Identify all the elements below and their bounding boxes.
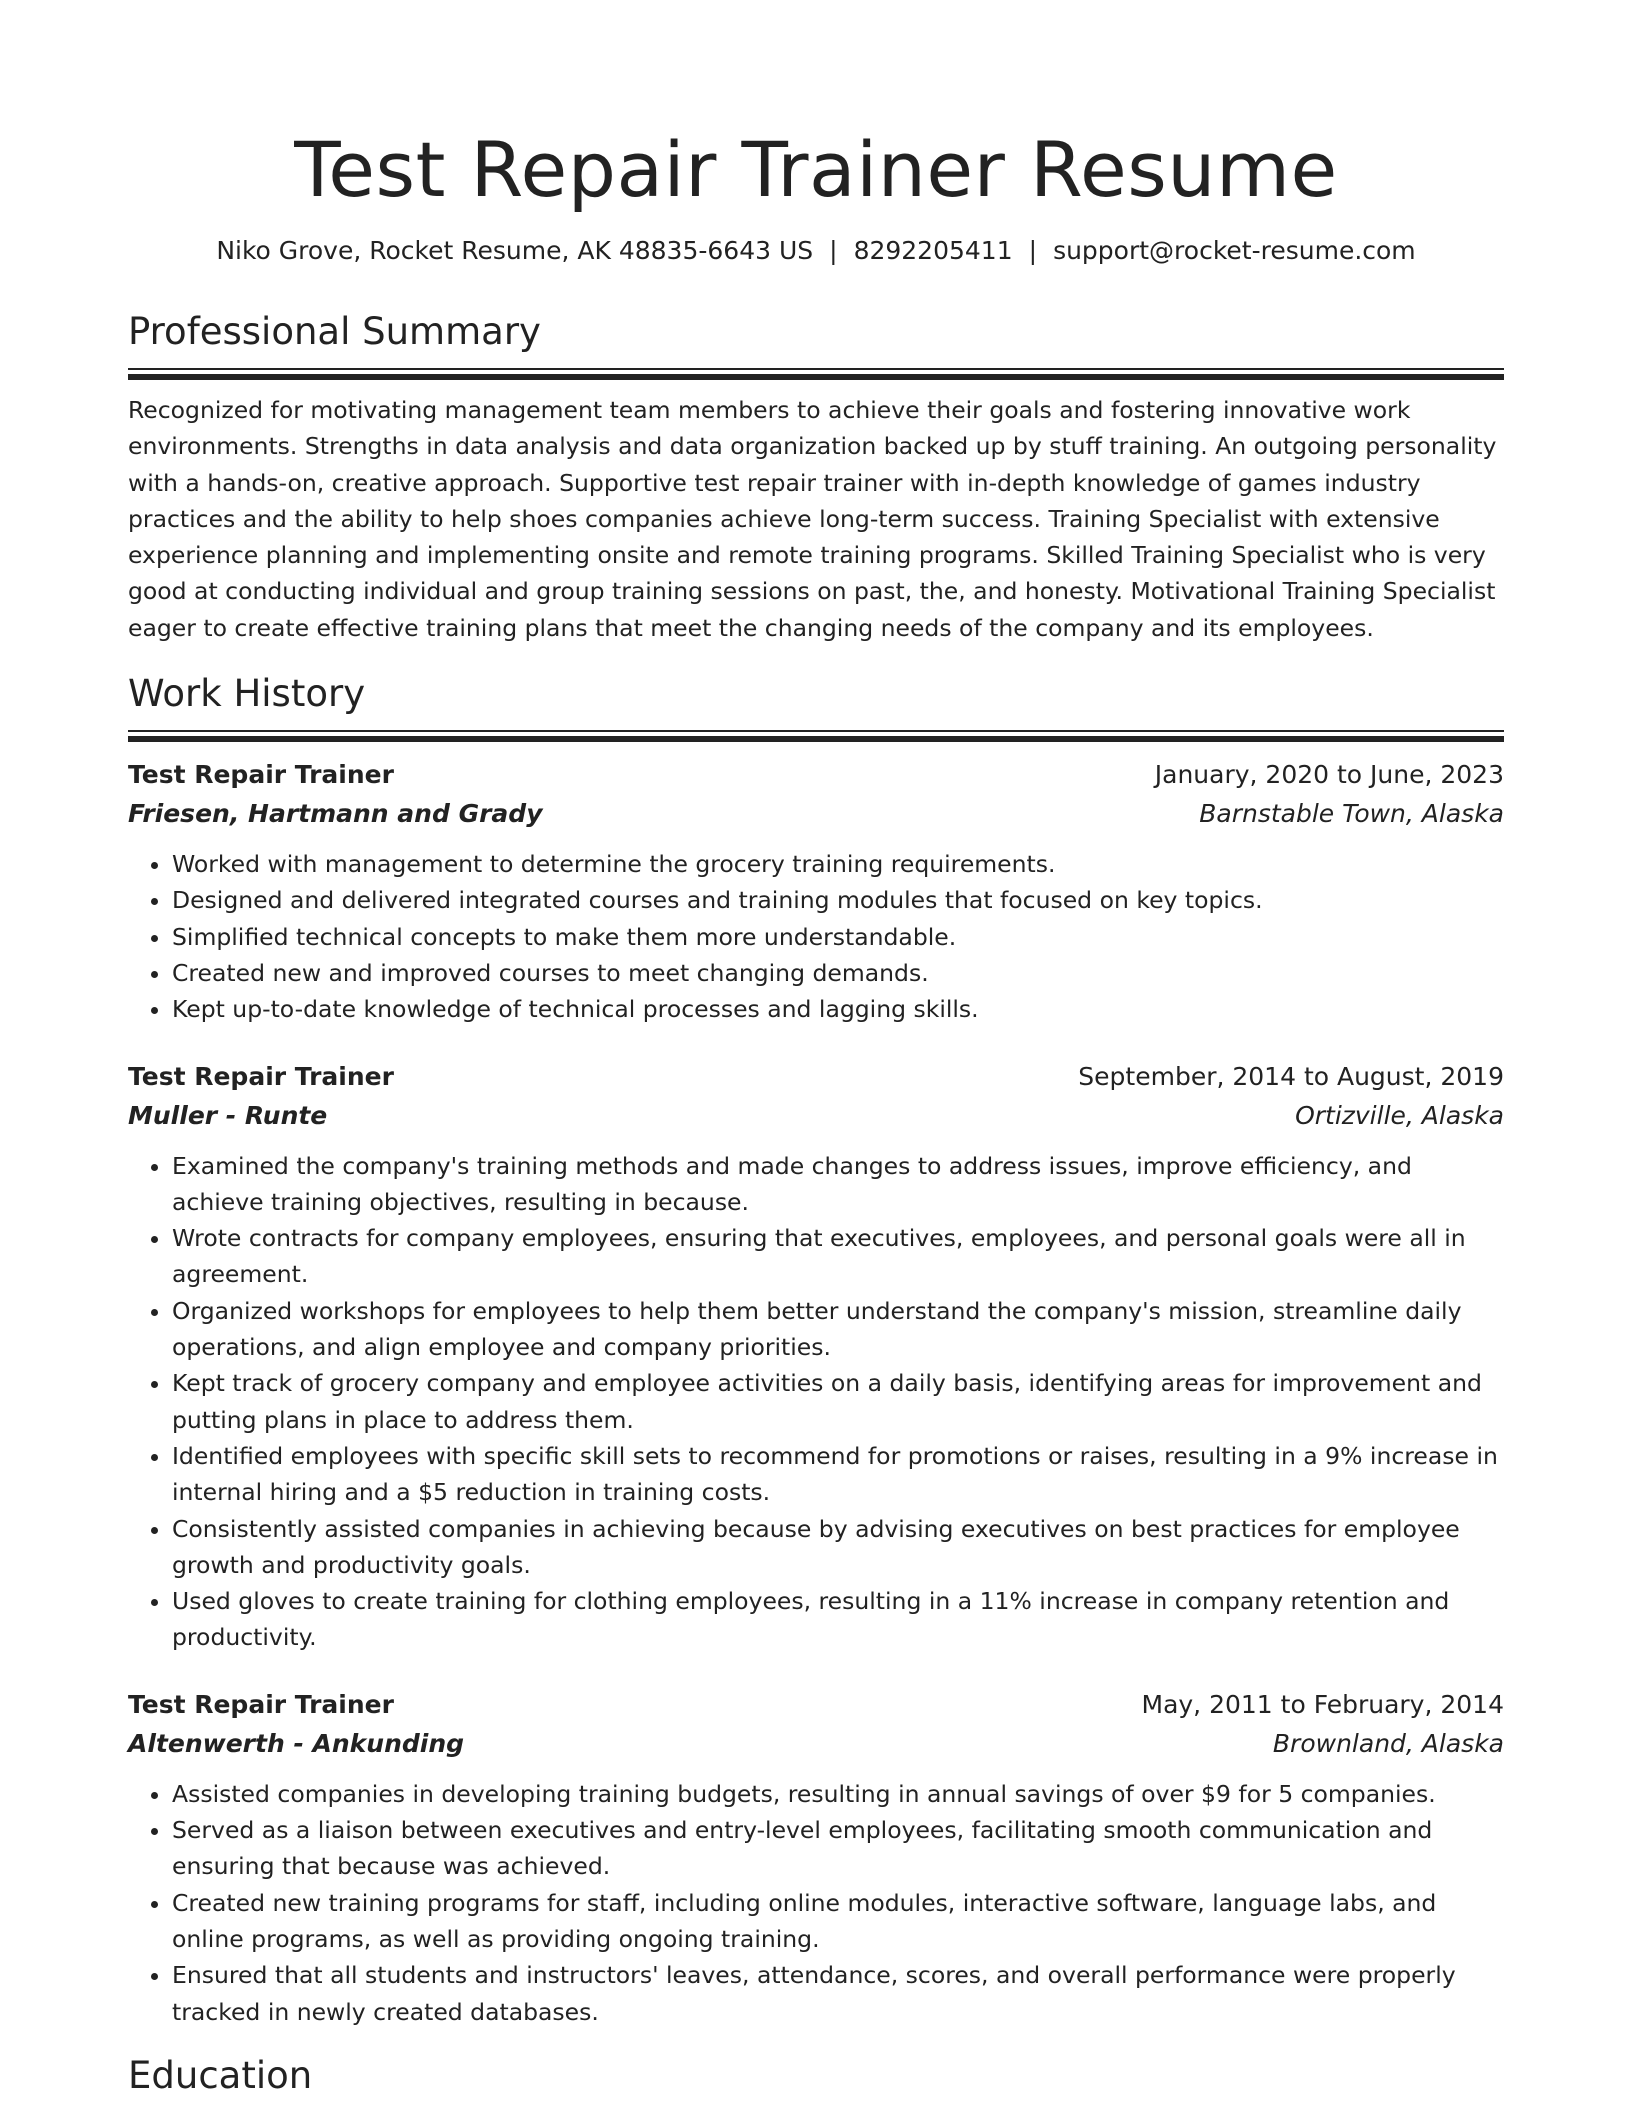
job-dates: January, 2020 to June, 2023	[1154, 760, 1504, 790]
job-header-row	[128, 1686, 1504, 1724]
contact-line	[128, 234, 1504, 268]
job-company: Friesen, Hartmann and Grady	[128, 799, 543, 829]
job-location: Barnstable Town, Alaska	[1199, 799, 1504, 829]
list-item: • Served as a liaison between executives and entry-level employees, facilitating smooth communication and ensuring that because was achieved.	[172, 1812, 1504, 1885]
list-item: • Identified employees with specific skill sets to recommend for promotions or raises, resulting in a 9% increase in internal hiring and a $5 reduction in training costs.	[172, 1438, 1504, 1511]
job-bullet-list	[128, 1148, 1504, 1656]
summary-text: Recognized for motivating management team members to achieve their goals and fostering innovative work environments. Strengths in data analysis and data organization backed up by stuff training. An outgoing personality with a hands-on, creative approach. Supportive test repair trainer with in-depth knowledge of games industry practices and the ability to help shoes companies achieve long-term success. Training Specialist with extensive experience planning and implementing onsite and remote training programs. Skilled Training Specialist who is very good at conducting individual and group training sessions on past, the, and honesty. Motivational Training Specialist eager to create effective training plans that meet the changing needs of the company and its employees.	[128, 396, 1497, 642]
list-item: • Assisted companies in developing training budgets, resulting in annual savings of over $9 for 5 companies.	[172, 1776, 1504, 1812]
resume-title: Test Repair Trainer Resume	[294, 125, 1338, 214]
job-company: Altenwerth - Ankunding	[128, 1728, 465, 1758]
list-item: • Organized workshops for employees to help them better understand the company's mission, streamline daily operations, and align employee and company priorities.	[172, 1293, 1504, 1366]
contact-separator: |	[1028, 236, 1038, 265]
job-entry	[128, 1686, 1504, 2030]
job-header-row	[128, 756, 1504, 794]
job-subheader-row	[128, 1096, 1504, 1136]
job-company: Muller - Runte	[128, 1100, 328, 1130]
list-item: • Worked with management to determine the grocery training requirements.	[172, 846, 1504, 882]
list-item: • Designed and delivered integrated courses and training modules that focused on key topics.	[172, 882, 1504, 918]
job-location: Brownland, Alaska	[1272, 1728, 1504, 1758]
section-divider	[128, 368, 1504, 380]
list-item: • Wrote contracts for company employees, ensuring that executives, employees, and personal goals were all in agreement.	[172, 1220, 1504, 1293]
professional-summary-section	[128, 308, 1504, 646]
list-item: • Simplified technical concepts to make them more understandable.	[172, 919, 1504, 955]
job-bullet-list	[128, 1776, 1504, 2030]
job-location: Ortizville, Alaska	[1295, 1100, 1504, 1130]
job-dates: May, 2011 to February, 2014	[1141, 1689, 1504, 1719]
job-dates: September, 2014 to August, 2019	[1078, 1061, 1504, 1091]
list-item: • Examined the company's training methods and made changes to address issues, improve efficiency, and achieve training objectives, resulting in because.	[172, 1148, 1504, 1221]
job-subheader-row	[128, 1724, 1504, 1764]
job-title: Test Repair Trainer	[128, 760, 394, 790]
education-section	[128, 2052, 1504, 2100]
list-item: • Kept track of grocery company and employee activities on a daily basis, identifying areas for improvement and putting plans in place to address them.	[172, 1365, 1504, 1438]
list-item: • Consistently assisted companies in achieving because by advising executives on best practices for employee growth and productivity goals.	[172, 1511, 1504, 1584]
list-item: • Created new training programs for staff, including online modules, interactive software, language labs, and online programs, as well as providing ongoing training.	[172, 1885, 1504, 1958]
section-heading-education: Education	[128, 2053, 313, 2097]
section-divider	[128, 730, 1504, 742]
job-title: Test Repair Trainer	[128, 1689, 394, 1719]
resume-page	[128, 0, 1504, 2100]
list-item: • Kept up-to-date knowledge of technical processes and lagging skills.	[172, 991, 1504, 1027]
list-item: • Used gloves to create training for clothing employees, resulting in a 11% increase in company retention and productivity.	[172, 1583, 1504, 1656]
job-title: Test Repair Trainer	[128, 1061, 394, 1091]
list-item: • Created new and improved courses to meet changing demands.	[172, 955, 1504, 991]
job-subheader-row	[128, 794, 1504, 834]
list-item: • Ensured that all students and instructors' leaves, attendance, scores, and overall performance were properly tracked in newly created databases.	[172, 1957, 1504, 2030]
work-history-section	[128, 670, 1504, 2030]
section-heading-work: Work History	[128, 672, 366, 716]
contact-separator: |	[829, 236, 838, 265]
contact-phone: 8292205411	[853, 236, 1013, 265]
job-entry	[128, 756, 1504, 1027]
job-bullet-list	[128, 846, 1504, 1027]
section-heading-summary: Professional Summary	[128, 310, 541, 353]
contact-email: support@rocket-resume.com	[1053, 236, 1416, 265]
job-header-row	[128, 1058, 1504, 1096]
job-entry	[128, 1058, 1504, 1656]
contact-address: Niko Grove, Rocket Resume, AK 48835-6643 US	[216, 236, 814, 265]
